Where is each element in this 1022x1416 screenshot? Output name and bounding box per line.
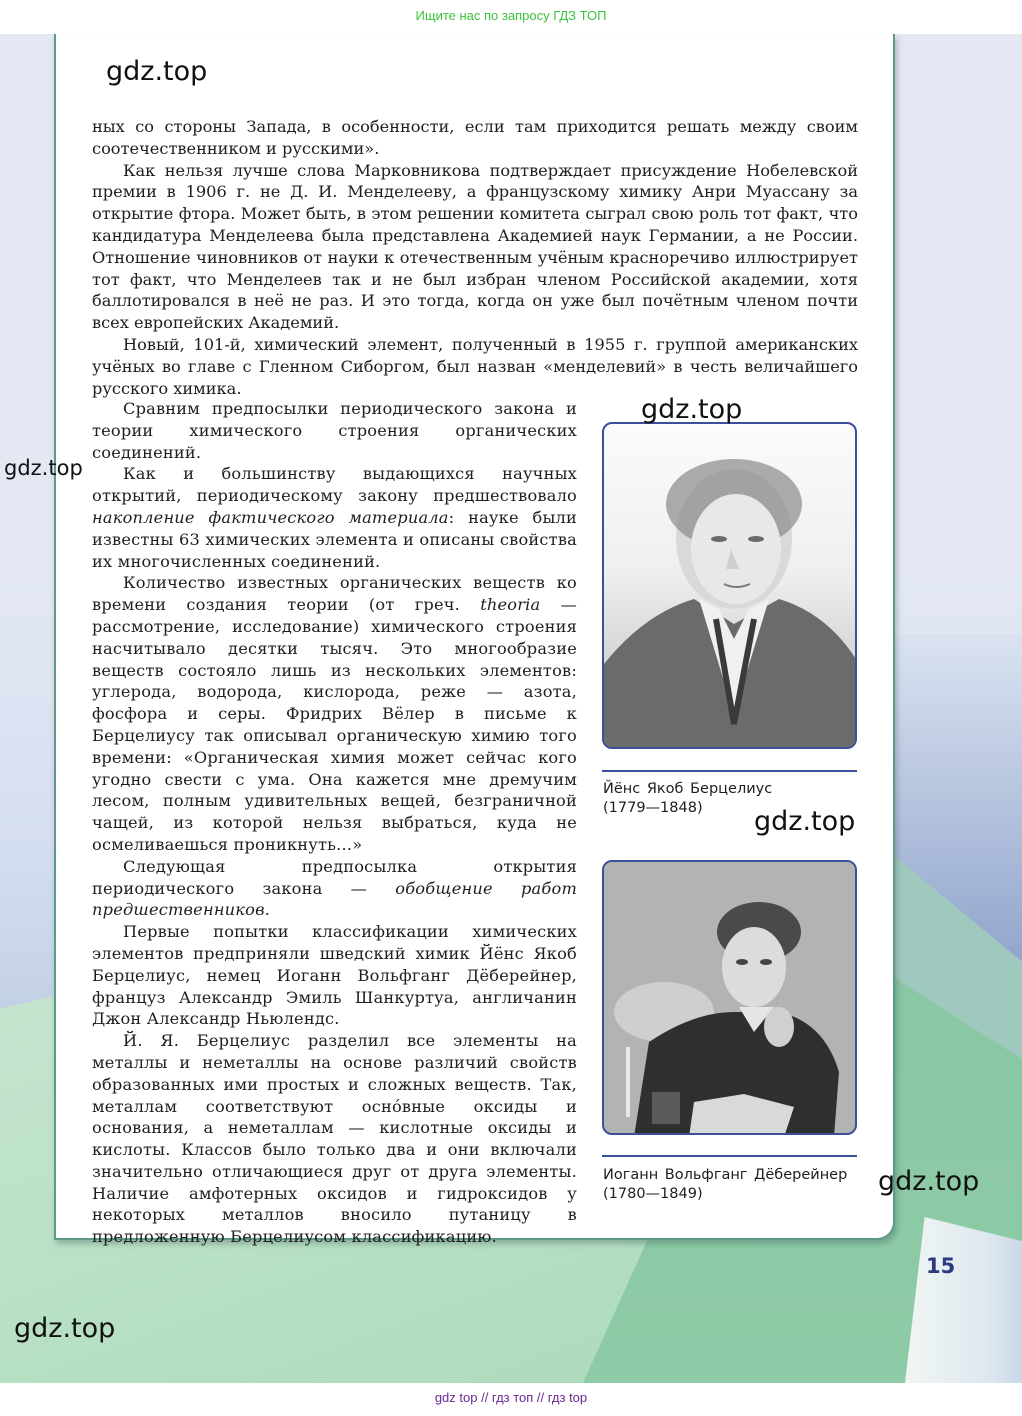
full-width-text: [92, 116, 858, 399]
portrait-caption: [603, 1166, 865, 1204]
caption-years: (1780—1849): [603, 1186, 703, 1202]
emphasis: обобщение работ предшественников: [92, 878, 577, 920]
emphasis: накопление фактического материала: [92, 507, 449, 527]
paragraph: Как нельзя лучше слова Марковникова подтверждает присуждение Нобелевской премии в 1906 г. не Д. И. Менделееву, а французскому химику Анри Муассану за открытие фтора. Может быть, в этом решении комитета сыграл свою роль тот факт, что кандидатура Менделеева была представлена Академией наук Германии, а не России. Отношение чиновников от науки к отечественным учёным красноречиво иллюстрирует тот факт, что Менделеев так и не был избран членом Российской академии, хотя баллотировался в неё не раз. И это тогда, когда он уже был почётным членом почти всех европейских Академий.: [92, 160, 858, 333]
column-text: [92, 398, 577, 1248]
watermark: gdz.top: [754, 806, 856, 837]
top-banner: [0, 0, 1022, 34]
text-span: Как и большинству выдающихся научных открытий, периодическому закону предшествовало: [92, 464, 577, 506]
bottom-banner: [0, 1383, 1022, 1416]
portrait-berzelius: [602, 422, 857, 749]
bottom-banner-text: gdz top // гдз топ // гдз top: [434, 1390, 588, 1405]
page-number: 15: [926, 1254, 956, 1278]
caption-name: Йёнс Якоб Берцелиус: [603, 781, 773, 797]
paragraph: Новый, 101-й, химический элемент, полученный в 1955 г. группой американских учёных во главе с Гленном Сиборгом, был назван «менделевий» в честь величайшего русского химика.: [92, 334, 858, 398]
caption-years: (1779—1848): [603, 800, 703, 816]
paragraph: Первые попытки классификации химических элементов предприняли шведский химик Йёнс Якоб Берцелиус, немец Иоганн Вольфганг Дёберейнер, француз Александр Эмиль Шанкуртуа, англичанин Джон Александр Ньюлендс.: [92, 922, 577, 1029]
portrait-dobereiner: [602, 860, 857, 1135]
emphasis: theoria: [480, 595, 541, 615]
watermark: gdz.top: [878, 1166, 980, 1197]
caption-name: Иоганн Вольфганг Дёберейнер: [603, 1167, 848, 1183]
top-banner-text: Ищите нас по запросу ГДЗ ТОП: [415, 8, 607, 23]
text-span: — рассмотрение, исследование) химического строения насчитывало десятки тысяч. Это многообразие веществ состояло лишь из нескольких элементов: углерода, водорода, кислорода, реже — азота, фосфора и серы. Фридрих Вёлер в письме к Берцелиусу так описывал органическую химию того времени: «Органическая химия может сейчас кого угодно свести с ума. Она кажется мне дремучим лесом, полным удивительных вещей, безграничной чащей, из которой нельзя выбраться, куда не осмеливаешься проникнуть...»: [92, 595, 578, 854]
paragraph: [92, 856, 577, 921]
watermark: gdz.top: [106, 56, 208, 87]
text-span: .: [264, 900, 271, 920]
text-span: Следующая предпосылка открытия периодического закона —: [92, 856, 577, 898]
paragraph: [92, 463, 577, 572]
watermark: gdz.top: [14, 1313, 116, 1344]
caption-divider: [602, 1155, 857, 1157]
caption-divider: [602, 770, 857, 772]
paragraph: [92, 572, 577, 855]
paragraph: ных со стороны Запада, в особенности, если там приходится решать между своим соотечественником и русскими».: [92, 117, 858, 158]
portrait-image: [604, 862, 857, 1135]
watermark: gdz.top: [4, 456, 83, 480]
paragraph: Й. Я. Берцелиус разделил все элементы на металлы и неметаллы на основе различий свойств образованных ими простых и сложных веществ. Так, металлам соответствуют осно́вные оксиды и основания, а неметаллам — кислотные оксиды и кислоты. Классов было только два и они включали значительно отличающиеся друг от друга элементы. Наличие амфотерных оксидов и гидроксидов у некоторых металлов вносило путаницу в предложенную Берцелиусом классификацию.: [92, 1031, 577, 1247]
portrait-image: [604, 424, 857, 749]
paragraph: Сравним предпосылки периодического закона и теории химического строения органических соединений.: [92, 399, 577, 462]
text-span: Количество известных органических веществ ко времени создания теории (от греч.: [92, 573, 577, 615]
watermark: gdz.top: [641, 394, 743, 425]
text-span: : науке были известны 63 химических элемента и описаны свойства их многочисленных соединений.: [92, 507, 577, 571]
page-number-tab: [905, 1217, 1022, 1383]
